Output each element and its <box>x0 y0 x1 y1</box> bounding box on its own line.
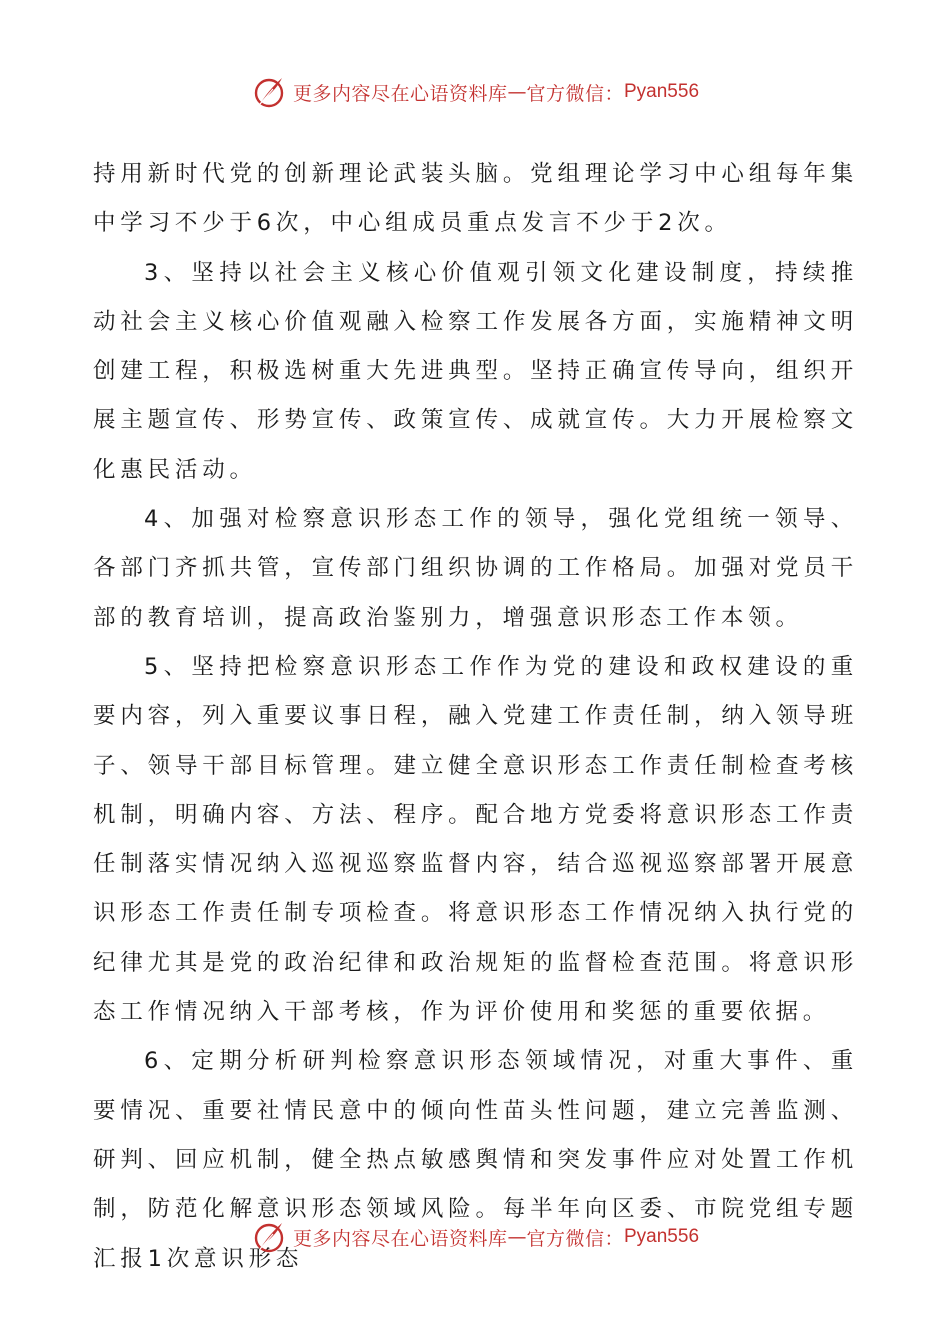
banner-brand-text: 更多内容尽在心语资料库 <box>292 1227 508 1250</box>
paragraph-item-6: 6、定期分析研判检察意识形态领域情况，对重大事件、重要情况、重要社情民意中的倾向性苗头性问题，建立完善监测、研判、回应机制，健全热点敏感舆情和突发事件应对处置工作机制，防范化解意识形态领域风险。每半年向区委、市院党组专题汇报1次意识形态 <box>93 1048 858 1272</box>
banner-separator: — <box>507 1226 527 1248</box>
quill-logo-icon <box>251 1219 287 1255</box>
paragraph-item-5: 5、坚持把检察意识形态工作作为党的建设和政权建设的重要内容，列入重要议事日程，融入党建工作责任制，纳入领导班子、领导干部目标管理。建立健全意识形态工作责任制检查考核机制，明确内容、方法、程序。配合地方党委将意识形态工作责任制落实情况纳入巡视巡察监督内容，结合巡视巡察部署开展意识形态工作责任制专项检查。将意识形态工作情况纳入执行党的纪律尤其是党的政治纪律和政治规矩的监督检查范围。将意识形态工作情况纳入干部考核，作为评价使用和奖惩的重要依据。 <box>93 653 858 1026</box>
banner-wechat-label: 官方微信： <box>526 82 624 105</box>
document-body <box>93 150 858 1284</box>
banner-brand-text: 更多内容尽在心语资料库 <box>292 82 508 105</box>
paragraph-item-4: 4、加强对检察意识形态工作的领导，强化党组统一领导、各部门齐抓共管，宣传部门组织协调的工作格局。加强对党员干部的教育培训，提高政治鉴别力，增强意识形态工作本领。 <box>93 506 858 631</box>
footer-banner <box>0 1217 950 1257</box>
paragraph-item-3: 3、坚持以社会主义核心价值观引领文化建设制度，持续推动社会主义核心价值观融入检察工作发展各方面，实施精神文明创建工程，积极选树重大先进典型。坚持正确宣传导向，组织开展主题宣传、形势宣传、政策宣传、成就宣传。大力开展检察文化惠民活动。 <box>93 259 858 483</box>
quill-logo-icon <box>251 74 287 110</box>
banner-wechat-label: 官方微信： <box>526 1227 624 1250</box>
banner-wechat-id: Pyan556 <box>624 81 700 102</box>
paragraph-continuation: 持用新时代党的创新理论武装头脑。党组理论学习中心组每年集中学习不少于6次，中心组成员重点发言不少于2次。 <box>93 161 858 237</box>
header-banner <box>0 72 950 112</box>
banner-wechat-id: Pyan556 <box>624 1226 700 1247</box>
banner-separator: — <box>507 81 527 103</box>
